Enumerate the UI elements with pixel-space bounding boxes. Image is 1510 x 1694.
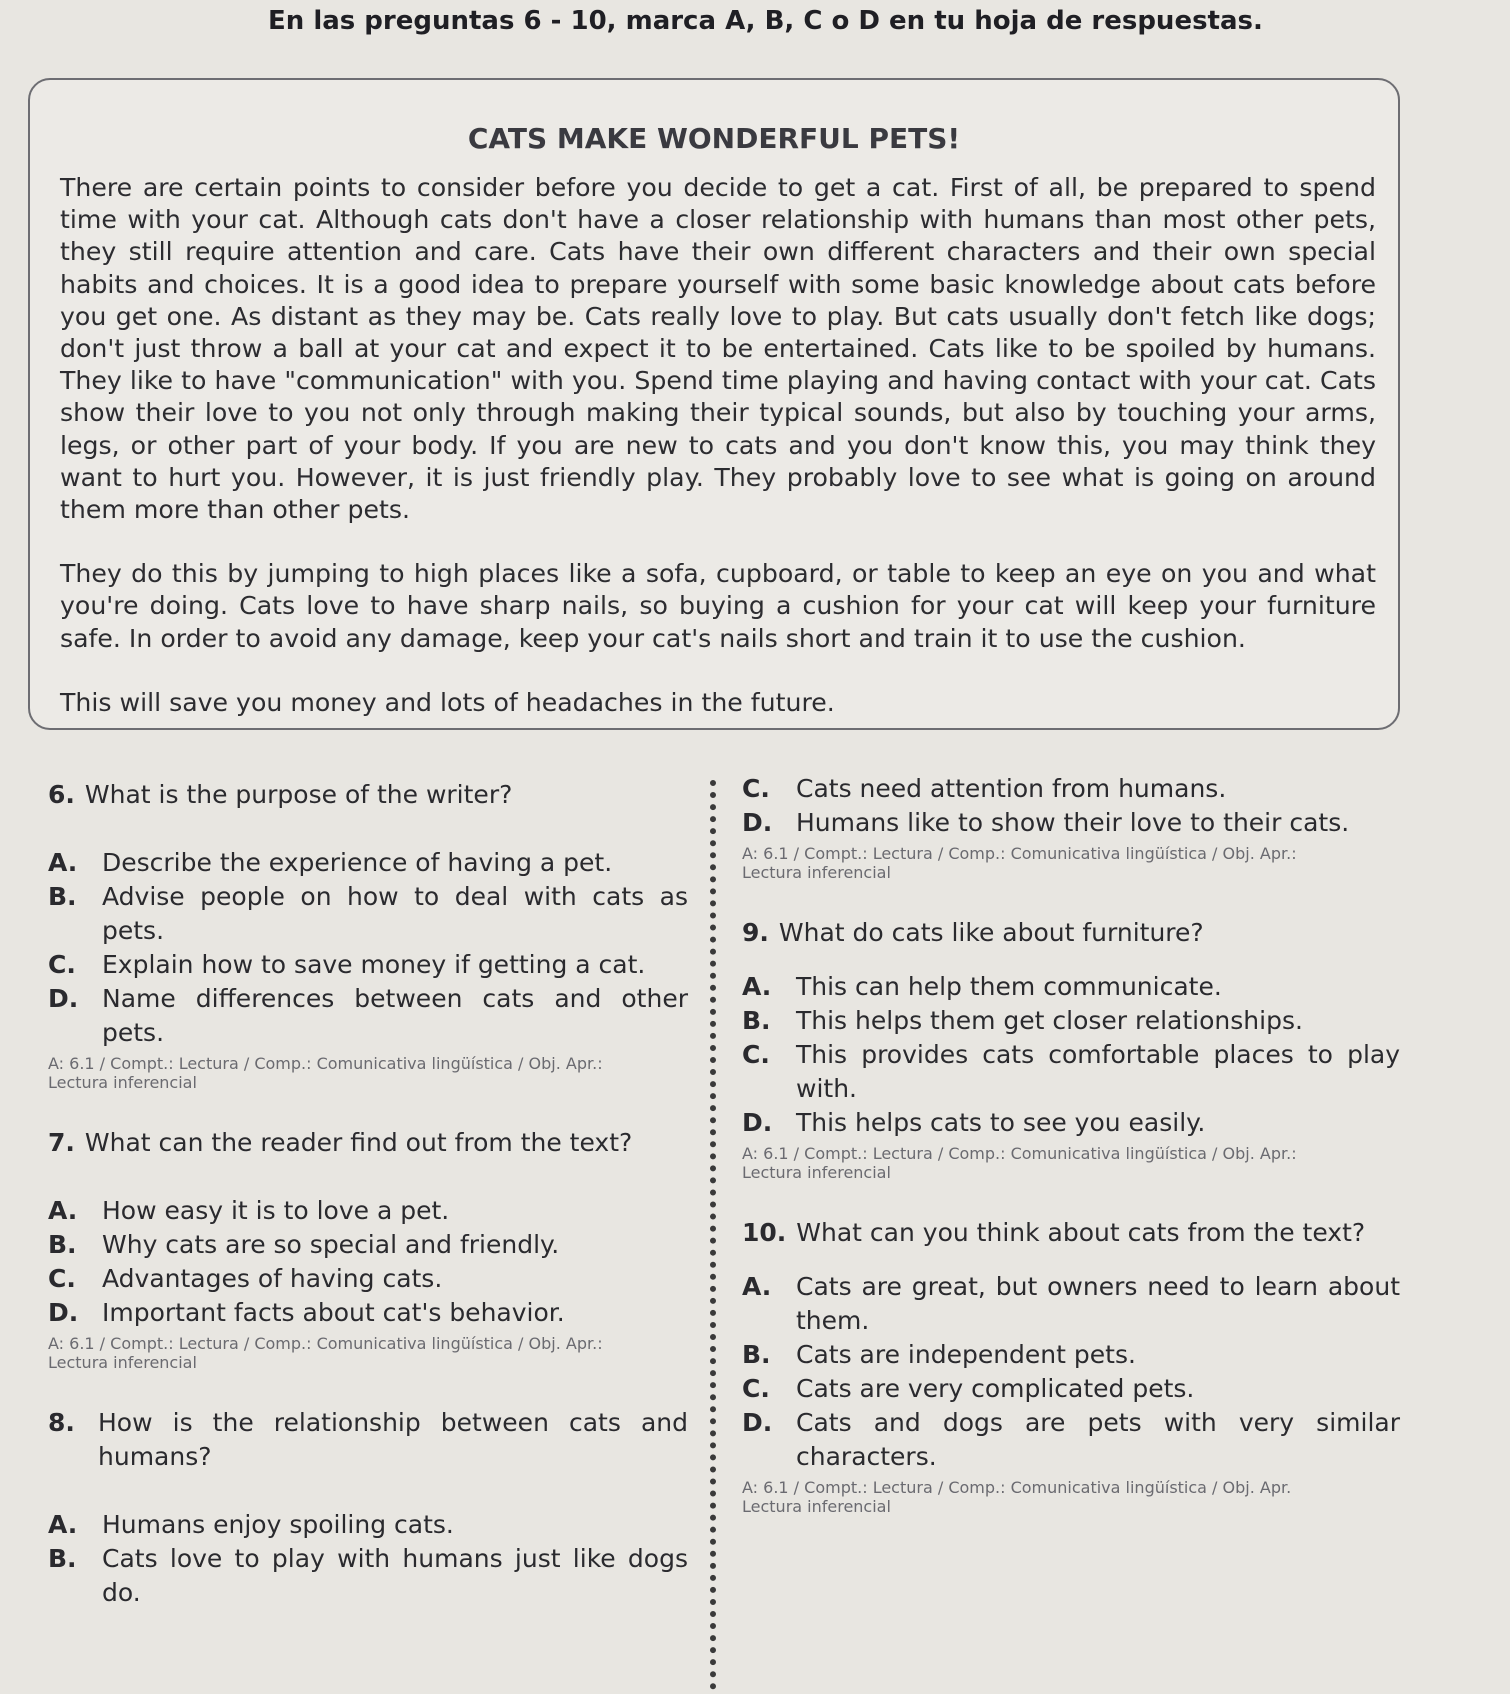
option-letter: C. — [742, 1374, 770, 1403]
question-6 — [48, 778, 688, 1092]
option-letter: A. — [48, 848, 78, 877]
option-text: How easy it is to love a pet. — [102, 1196, 450, 1225]
option-c[interactable] — [742, 772, 1400, 806]
passage-text — [60, 172, 1376, 719]
question-number: 7. — [48, 1128, 75, 1157]
option-letter: B. — [48, 1544, 77, 1573]
question-label: What do cats like about furniture? — [778, 918, 1204, 947]
option-a[interactable] — [48, 846, 688, 880]
question-label: How is the relationship between cats and humans? — [98, 1408, 688, 1471]
question-10 — [742, 1216, 1400, 1516]
option-letter: D. — [742, 1108, 773, 1137]
question-label: What can you think about cats from the text? — [796, 1218, 1366, 1247]
option-text: Describe the experience of having a pet. — [102, 848, 613, 877]
option-text: This helps cats to see you easily. — [796, 1108, 1206, 1137]
question-number: 8. — [48, 1408, 75, 1437]
option-text: Explain how to save money if getting a cat. — [102, 950, 646, 979]
option-c[interactable] — [48, 1262, 688, 1296]
curriculum-reference — [742, 1478, 1400, 1516]
option-b[interactable] — [742, 1004, 1400, 1038]
question-9 — [742, 916, 1400, 1182]
option-d[interactable] — [48, 1296, 688, 1330]
option-d[interactable] — [48, 982, 688, 1050]
option-letter: C. — [742, 1040, 770, 1069]
option-text: Humans enjoy spoiling cats. — [102, 1510, 454, 1539]
option-text: Important facts about cat's behavior. — [102, 1298, 565, 1327]
question-label: What is the purpose of the writer? — [84, 780, 513, 809]
question-text — [48, 1406, 688, 1474]
question-number: 9. — [742, 918, 769, 947]
option-letter: B. — [742, 1006, 771, 1035]
option-text: Humans like to show their love to their cats. — [796, 808, 1350, 837]
instruction: En las preguntas 6 - 10, marca A, B, C o D en tu hoja de respuestas. — [268, 6, 1263, 36]
question-label: What can the reader find out from the text? — [84, 1128, 633, 1157]
option-a[interactable] — [48, 1508, 688, 1542]
curriculum-reference — [742, 1144, 1400, 1182]
option-letter: D. — [742, 808, 773, 837]
option-a[interactable] — [742, 1270, 1400, 1338]
option-c[interactable] — [742, 1372, 1400, 1406]
option-text: Advantages of having cats. — [102, 1264, 443, 1293]
reference-line: Lectura inferencial — [742, 863, 891, 882]
option-text: Why cats are so special and friendly. — [102, 1230, 560, 1259]
question-text — [48, 1126, 688, 1160]
curriculum-reference — [48, 1334, 688, 1372]
option-letter: D. — [48, 1298, 79, 1327]
option-letter: A. — [742, 1272, 772, 1301]
option-letter: C. — [48, 950, 76, 979]
passage-paragraph: There are certain points to consider before you decide to get a cat. First of all, be prepared to spend time with your cat. Although cats don't have a closer relationship with humans than most other pets, they still require attention and care. Cats have their own different characters and their own special habits and choices. It is a good idea to prepare yourself with some basic knowledge about cats before you get one. As distant as they may be. Cats really love to play. But cats usually don't fetch like dogs; don't just throw a ball at your cat and expect it to be entertained. Cats like to be spoiled by humans. They like to have "communication" with you. Spend time playing and having contact with your cat. Cats show their love to you not only through making their typical sounds, but also by touching your arms, legs, or other part of your body. If you are new to cats and you don't know this, you may think they want to hurt you. However, it is just friendly play. They probably love to see what is going on around them more than other pets. — [60, 173, 1376, 525]
passage-paragraph: They do this by jumping to high places like a sofa, cupboard, or table to keep an eye on you and what you're doing. Cats love to have sharp nails, so buying a cushion for your cat will keep your furniture safe. In order to avoid any damage, keep your cat's nails short and train it to use the cushion. — [60, 559, 1376, 653]
question-number: 10. — [742, 1218, 787, 1247]
option-letter: A. — [48, 1196, 78, 1225]
option-b[interactable] — [48, 880, 688, 948]
option-a[interactable] — [742, 970, 1400, 1004]
option-text: Cats are very complicated pets. — [796, 1374, 1195, 1403]
option-b[interactable] — [48, 1542, 688, 1610]
curriculum-reference — [48, 1054, 688, 1092]
option-text: Cats are great, but owners need to learn about them. — [796, 1272, 1400, 1335]
option-text: Cats and dogs are pets with very similar characters. — [796, 1408, 1400, 1471]
option-b[interactable] — [48, 1228, 688, 1262]
question-text — [48, 778, 688, 812]
option-letter: B. — [48, 1230, 77, 1259]
question-text — [742, 916, 1400, 950]
reference-line: Lectura inferencial — [48, 1073, 197, 1092]
curriculum-reference — [742, 844, 1400, 882]
reference-line: Lectura inferencial — [742, 1163, 891, 1182]
option-text: Cats need attention from humans. — [796, 774, 1227, 803]
left-column — [48, 778, 688, 1610]
option-text: This provides cats comfortable places to play with. — [796, 1040, 1400, 1103]
option-letter: A. — [48, 1510, 78, 1539]
option-c[interactable] — [742, 1038, 1400, 1106]
option-letter: D. — [742, 1408, 773, 1437]
reference-line: A: 6.1 / Compt.: Lectura / Comp.: Comunicativa lingüística / Obj. Apr.: — [742, 844, 1297, 863]
reference-line: A: 6.1 / Compt.: Lectura / Comp.: Comunicativa lingüística / Obj. Apr. — [742, 1478, 1292, 1497]
reference-line: Lectura inferencial — [48, 1353, 197, 1372]
option-text: Cats are independent pets. — [796, 1340, 1136, 1369]
question-8-continued — [742, 772, 1400, 882]
question-number: 6. — [48, 780, 75, 809]
option-d[interactable] — [742, 806, 1400, 840]
option-text: This can help them communicate. — [796, 972, 1222, 1001]
option-d[interactable] — [742, 1406, 1400, 1474]
option-b[interactable] — [742, 1338, 1400, 1372]
question-8 — [48, 1406, 688, 1610]
option-text: Cats love to play with humans just like dogs do. — [102, 1544, 688, 1607]
option-letter: D. — [48, 984, 79, 1013]
reference-line: A: 6.1 / Compt.: Lectura / Comp.: Comunicativa lingüística / Obj. Apr.: — [48, 1334, 603, 1353]
option-text: This helps them get closer relationships. — [796, 1006, 1303, 1035]
question-text — [742, 1216, 1400, 1250]
reference-line: Lectura inferencial — [742, 1497, 891, 1516]
option-a[interactable] — [48, 1194, 688, 1228]
option-d[interactable] — [742, 1106, 1400, 1140]
column-divider — [710, 780, 716, 1690]
option-letter: B. — [48, 882, 77, 911]
option-letter: B. — [742, 1340, 771, 1369]
option-letter: C. — [742, 774, 770, 803]
passage-title: CATS MAKE WONDERFUL PETS! — [467, 122, 961, 155]
question-7 — [48, 1126, 688, 1372]
right-column — [742, 772, 1400, 1516]
option-letter: A. — [742, 972, 772, 1001]
passage-box — [28, 78, 1400, 730]
option-letter: C. — [48, 1264, 76, 1293]
option-c[interactable] — [48, 948, 688, 982]
option-text: Name differences between cats and other pets. — [102, 984, 688, 1047]
passage-paragraph: This will save you money and lots of headaches in the future. — [60, 687, 835, 717]
reference-line: A: 6.1 / Compt.: Lectura / Comp.: Comunicativa lingüística / Obj. Apr.: — [48, 1054, 603, 1073]
reference-line: A: 6.1 / Compt.: Lectura / Comp.: Comunicativa lingüística / Obj. Apr.: — [742, 1144, 1297, 1163]
option-text: Advise people on how to deal with cats as pets. — [102, 882, 688, 945]
